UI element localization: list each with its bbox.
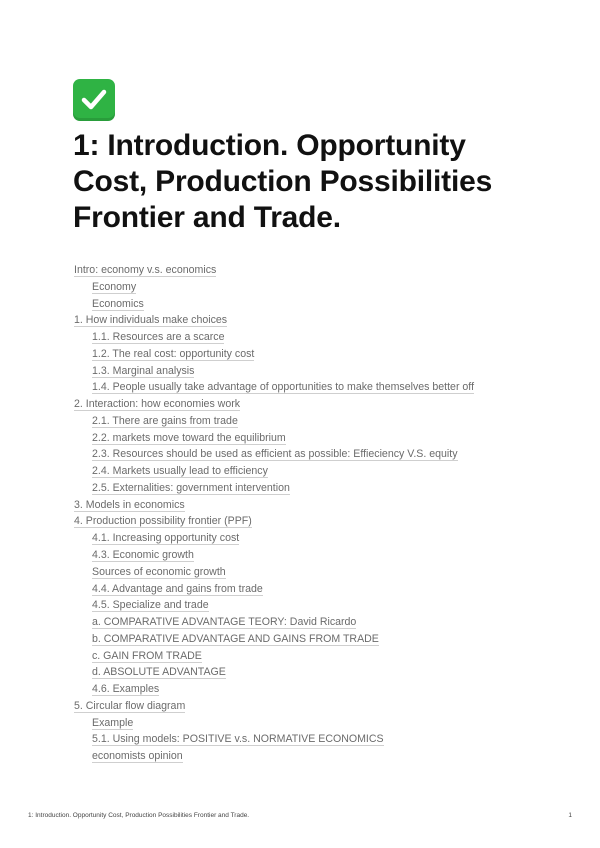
toc-link[interactable] [74, 413, 574, 430]
toc-link-label: 1.4. People usually take advantage of opportunities to make themselves better off [92, 381, 475, 394]
toc-link[interactable] [74, 396, 574, 413]
toc-link-label: 4.4. Advantage and gains from trade [92, 582, 263, 595]
page-title: 1: Introduction. Opportunity Cost, Production Possibilities Frontier and Trade. [73, 129, 493, 234]
toc-link-label: 2.5. Externalities: government intervention [92, 481, 290, 494]
toc-link[interactable] [74, 530, 574, 547]
toc-link[interactable] [74, 346, 574, 363]
toc-link[interactable] [74, 748, 574, 765]
toc-link[interactable] [74, 614, 574, 631]
toc-link-label: Sources of economic growth [92, 565, 226, 578]
toc-link[interactable] [74, 296, 574, 313]
toc-link[interactable] [74, 664, 574, 681]
toc-link-label: a. COMPARATIVE ADVANTAGE TEORY: David Ricardo [92, 616, 357, 629]
toc-link[interactable] [74, 731, 574, 748]
toc-link[interactable] [74, 329, 574, 346]
toc-link-label: 4.5. Specialize and trade [92, 599, 209, 612]
toc-link[interactable] [74, 262, 574, 279]
toc-link-label: economists opinion [92, 750, 183, 763]
toc-link-label: 4.6. Examples [92, 683, 160, 696]
toc-link[interactable] [74, 363, 574, 380]
footer-title: 1: Introduction. Opportunity Cost, Production Possibilities Frontier and Trade. [28, 812, 250, 819]
toc-link-label: b. COMPARATIVE ADVANTAGE AND GAINS FROM TRADE [92, 632, 379, 645]
toc-link-label: 2.2. markets move toward the equilibrium [92, 431, 286, 444]
toc-link[interactable] [74, 547, 574, 564]
toc-link[interactable] [74, 581, 574, 598]
toc-link-label: 1. How individuals make choices [74, 314, 228, 327]
toc-link-label: Example [92, 716, 134, 729]
toc-link[interactable] [74, 463, 574, 480]
toc-link[interactable] [74, 631, 574, 648]
page-number: 1 [568, 812, 572, 819]
toc-link[interactable] [74, 480, 574, 497]
toc-link[interactable] [74, 513, 574, 530]
toc-link[interactable] [74, 497, 574, 514]
toc-link[interactable] [74, 564, 574, 581]
toc-link[interactable] [74, 681, 574, 698]
toc-link-label: 3. Models in economics [74, 498, 185, 511]
toc-link-label: d. ABSOLUTE ADVANTAGE [92, 666, 226, 679]
toc-link[interactable] [74, 430, 574, 447]
toc-link[interactable] [74, 446, 574, 463]
toc-link[interactable] [74, 715, 574, 732]
toc-link-label: c. GAIN FROM TRADE [92, 649, 202, 662]
toc-link-label: 1.3. Marginal analysis [92, 364, 195, 377]
toc-link-label: Intro: economy v.s. economics [74, 264, 217, 276]
toc-link-label: Economy [92, 280, 137, 293]
toc-link-label: 1.1. Resources are a scarce [92, 331, 225, 344]
toc-link-label: 4.3. Economic growth [92, 549, 194, 562]
toc-link-label: Economics [92, 297, 144, 310]
toc-link-label: 1.2. The real cost: opportunity cost [92, 347, 255, 360]
toc-link[interactable] [74, 379, 574, 396]
toc-link-label: 4. Production possibility frontier (PPF) [74, 515, 252, 528]
toc-link[interactable] [74, 597, 574, 614]
toc-link[interactable] [74, 698, 574, 715]
toc-link[interactable] [74, 648, 574, 665]
table-of-contents [74, 262, 574, 765]
check-mark-icon [73, 79, 115, 121]
toc-link[interactable] [74, 312, 574, 329]
toc-link-label: 2. Interaction: how economies work [74, 398, 241, 411]
toc-link-label: 5. Circular flow diagram [74, 699, 186, 712]
toc-link-label: 4.1. Increasing opportunity cost [92, 532, 240, 545]
toc-link-label: 2.4. Markets usually lead to efficiency [92, 465, 268, 478]
toc-link-label: 2.3. Resources should be used as efficient as possible: Effieciency V.S. equity [92, 448, 458, 461]
toc-link[interactable] [74, 279, 574, 296]
toc-link-label: 5.1. Using models: POSITIVE v.s. NORMATIVE ECONOMICS [92, 733, 384, 746]
toc-link-label: 2.1. There are gains from trade [92, 414, 238, 427]
